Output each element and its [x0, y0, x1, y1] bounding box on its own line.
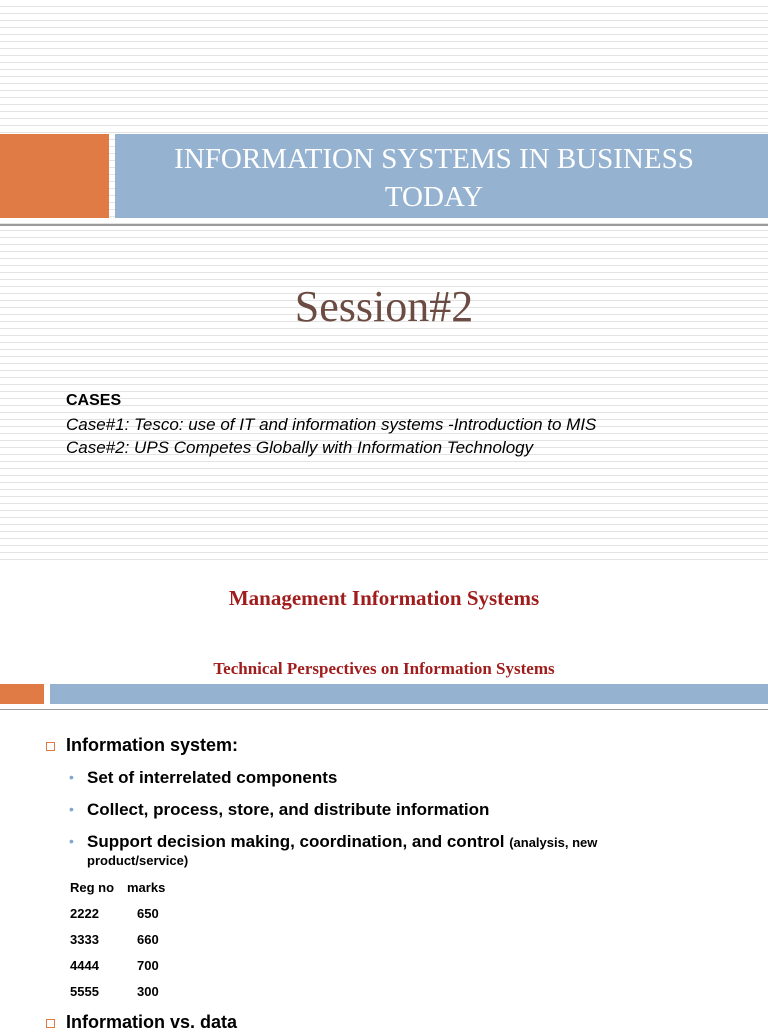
separator-line — [0, 224, 768, 226]
slide-2 — [0, 562, 768, 1024]
sub-bullet-3-text: Support decision making, coordination, and control — [87, 832, 505, 851]
table-cell-reg: 4444 — [70, 958, 99, 973]
bullet-dot-icon: • — [69, 833, 74, 849]
table-cell-reg: 2222 — [70, 906, 99, 921]
slide-2-subtitle: Technical Perspectives on Information Systems — [213, 659, 555, 678]
case-item-2: Case#2: UPS Competes Globally with Information Technology — [66, 438, 534, 457]
table-cell-reg: 3333 — [70, 932, 99, 947]
sub-bullet-3-note: (analysis, new — [509, 835, 598, 850]
table-cell-marks: 660 — [137, 932, 159, 947]
session-heading: Session#2 — [294, 282, 474, 331]
cases-heading: CASES — [66, 392, 122, 409]
table-cell-reg: 5555 — [70, 984, 99, 999]
accent-block — [0, 134, 109, 218]
table-cell-marks: 700 — [137, 958, 159, 973]
table-header-marks: marks — [127, 880, 166, 895]
slide-title-line-2: TODAY — [384, 181, 484, 213]
accent-block-2 — [0, 684, 44, 704]
bullet-dot-icon: • — [69, 801, 74, 817]
slide-title-line-1: INFORMATION SYSTEMS IN BUSINESS — [174, 143, 694, 175]
slide-2-title: Management Information Systems — [228, 586, 540, 610]
bullet-dot-icon: • — [69, 769, 74, 785]
header-band-2 — [50, 684, 768, 704]
sub-bullet-3-note-continued: product/service) — [87, 853, 189, 868]
case-item-1: Case#1: Tesco: use of IT and information systems -Introduction to MIS — [66, 415, 597, 434]
slide-title — [118, 140, 750, 216]
table-cell-marks: 300 — [137, 984, 159, 999]
sub-bullet-3 — [87, 832, 597, 852]
sub-bullet-2: Collect, process, store, and distribute information — [87, 800, 490, 819]
bullet-information-system: Information system: — [66, 735, 239, 755]
sub-bullet-1: Set of interrelated components — [87, 768, 338, 787]
separator-line-2 — [0, 709, 768, 710]
bullet-information-vs-data: Information vs. data — [66, 1012, 238, 1032]
bullet-square-icon — [46, 742, 55, 751]
table-header-reg-no: Reg no — [70, 880, 115, 895]
table-cell-marks: 650 — [137, 906, 159, 921]
